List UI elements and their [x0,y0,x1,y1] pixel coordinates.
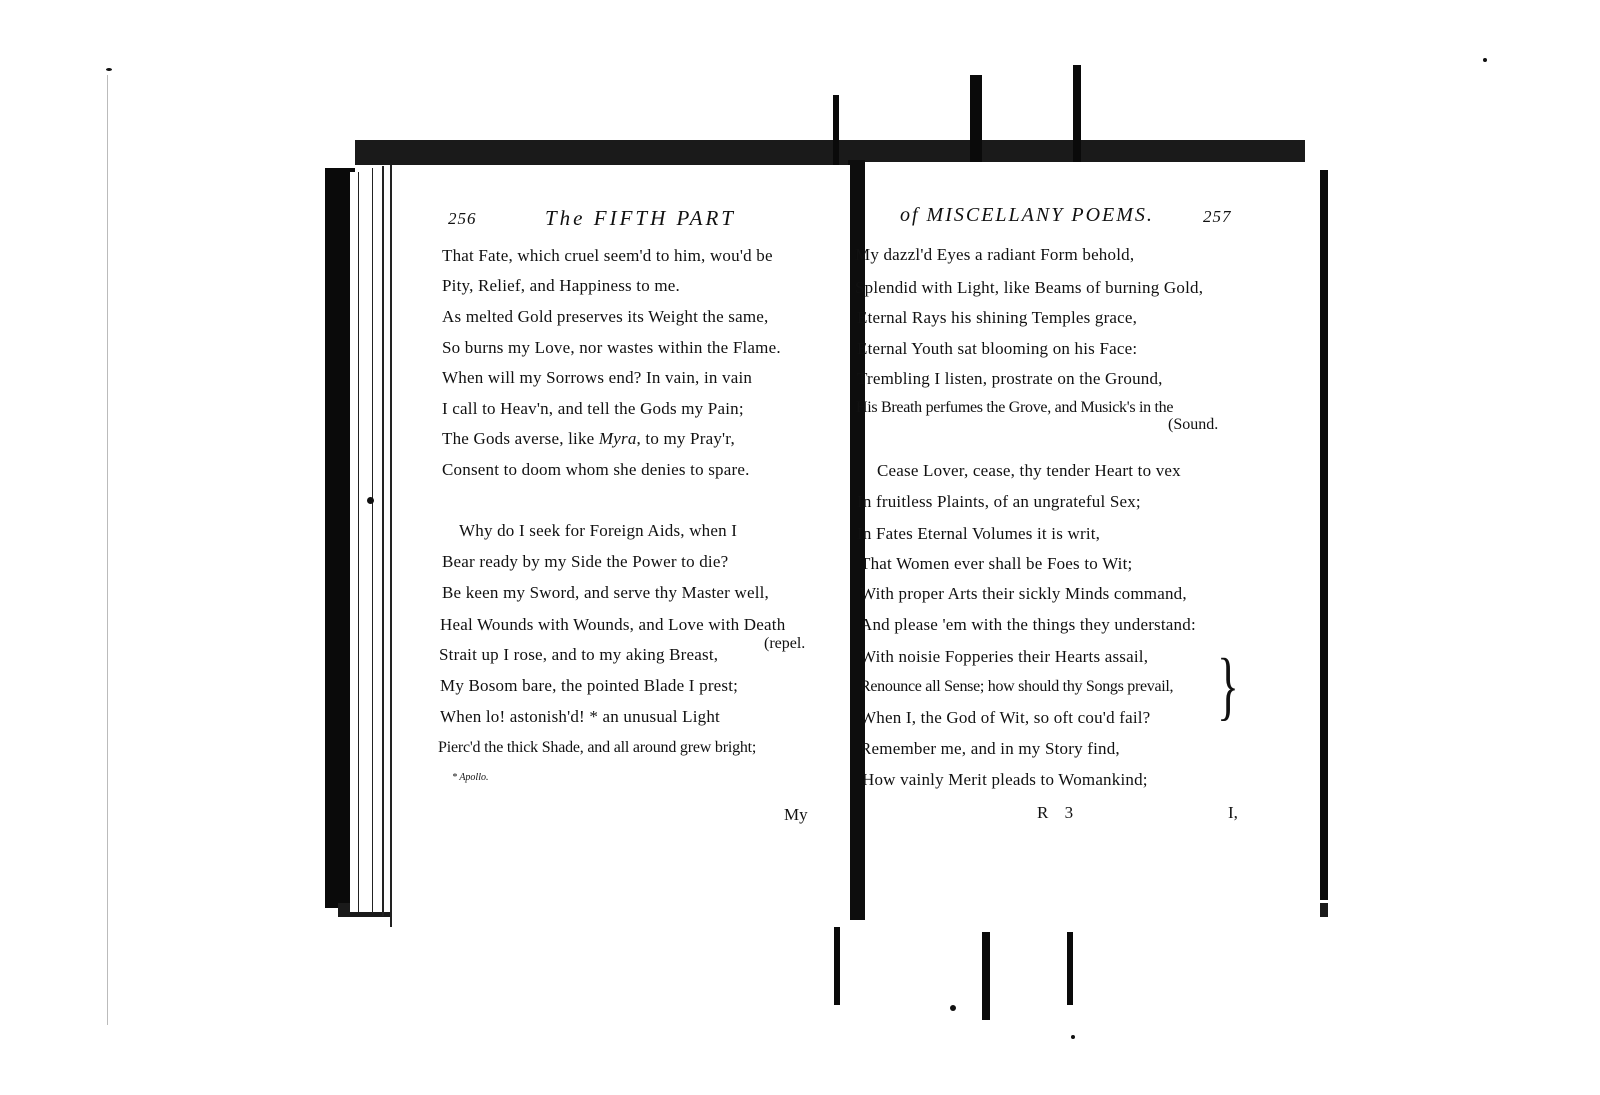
verse-line: His Breath perfumes the Grove, and Musick's in the [856,399,1174,416]
verse-line: Eternal Youth sat blooming on his Face: [857,339,1138,358]
scan-speck [950,1005,956,1011]
scan-speck [1483,58,1487,62]
page-edge [372,168,373,913]
turnover: (Sound. [1168,416,1219,433]
verse-line: With proper Arts their sickly Minds command, [860,584,1187,603]
running-head: of MISCELLANY POEMS. [900,204,1154,226]
verse-line: Strait up I rose, and to my aking Breast, [439,645,719,664]
signature-mark: R 3 [1037,803,1080,822]
running-head: The FIFTH PART [545,206,736,230]
page-stack [350,172,390,912]
page-number: 256 [448,209,477,228]
verse-line: My Bosom bare, the pointed Blade I prest; [440,676,739,695]
scan-speck [1071,1035,1075,1039]
verse-line: When I, the God of Wit, so oft cou'd fail? [860,708,1151,727]
verse-line: Consent to doom whom she denies to spare. [442,460,750,479]
verse-line: That Fate, which cruel seem'd to him, wou'd be [442,246,773,265]
left-page [390,165,850,927]
triplet-brace: } [1217,644,1239,728]
verse-line: When lo! astonish'd! * an unusual Light [440,707,720,726]
catchword: I, [1228,803,1238,822]
verse-line: Splendid with Light, like Beams of burning Gold, [855,278,1204,297]
verse-line: When will my Sorrows end? In vain, in vain [442,368,753,387]
verse-line: So burns my Love, nor wastes within the Flame. [442,338,781,357]
verse-line: Pity, Relief, and Happiness to me. [442,276,680,295]
verse-line: And please 'em with the things they understand: [860,615,1196,634]
verse-line: Be keen my Sword, and serve thy Master well, [442,583,770,602]
clip-top-1 [833,95,839,165]
verse-line: How vainly Merit pleads to Womankind; [862,770,1148,789]
scan-speck [367,497,374,504]
scan-edge-mark [107,75,108,1025]
verse-line: Remember me, and in my Story find, [860,739,1120,758]
verse-line: Pierc'd the thick Shade, and all around grew bright; [438,739,757,756]
verse-line: Bear ready by my Side the Power to die? [442,552,729,571]
verse-line: As melted Gold preserves its Weight the same, [442,307,769,326]
verse-line: The Gods averse, like Myra, to my Pray'r, [442,429,735,448]
clip-top-3 [1073,65,1081,165]
verse-line: Cease Lover, cease, thy tender Heart to vex [877,461,1181,480]
verse-line: Renounce all Sense; how should thy Songs prevail, [860,678,1174,695]
scan-speck [106,68,112,71]
page-edge [382,166,384,916]
verse-line: With noisie Fopperies their Hearts assail, [860,647,1149,666]
verse-line: In Fates Eternal Volumes it is writ, [857,524,1101,543]
page-edge [358,172,359,912]
verse-line: That Women ever shall be Foes to Wit; [860,554,1133,573]
verse-line: Eternal Rays his shining Temples grace, [857,308,1138,327]
verse-line: My dazzl'd Eyes a radiant Form behold, [855,245,1135,264]
verse-line: In fruitless Plaints, of an ungrateful Sex; [857,492,1141,511]
page-number: 257 [1203,207,1232,226]
verse-line: Trembling I listen, prostrate on the Ground, [857,369,1163,388]
catchword: My [784,805,808,824]
footnote: * Apollo. [452,772,489,783]
verse-line: I call to Heav'n, and tell the Gods my Pain; [442,399,744,418]
verse-line: Why do I seek for Foreign Aids, when I [459,521,738,540]
verse-line: Heal Wounds with Wounds, and Love with Death [440,615,786,634]
clip-top-2 [970,75,982,165]
right-page [855,162,1320,932]
turnover: (repel. [764,635,806,652]
